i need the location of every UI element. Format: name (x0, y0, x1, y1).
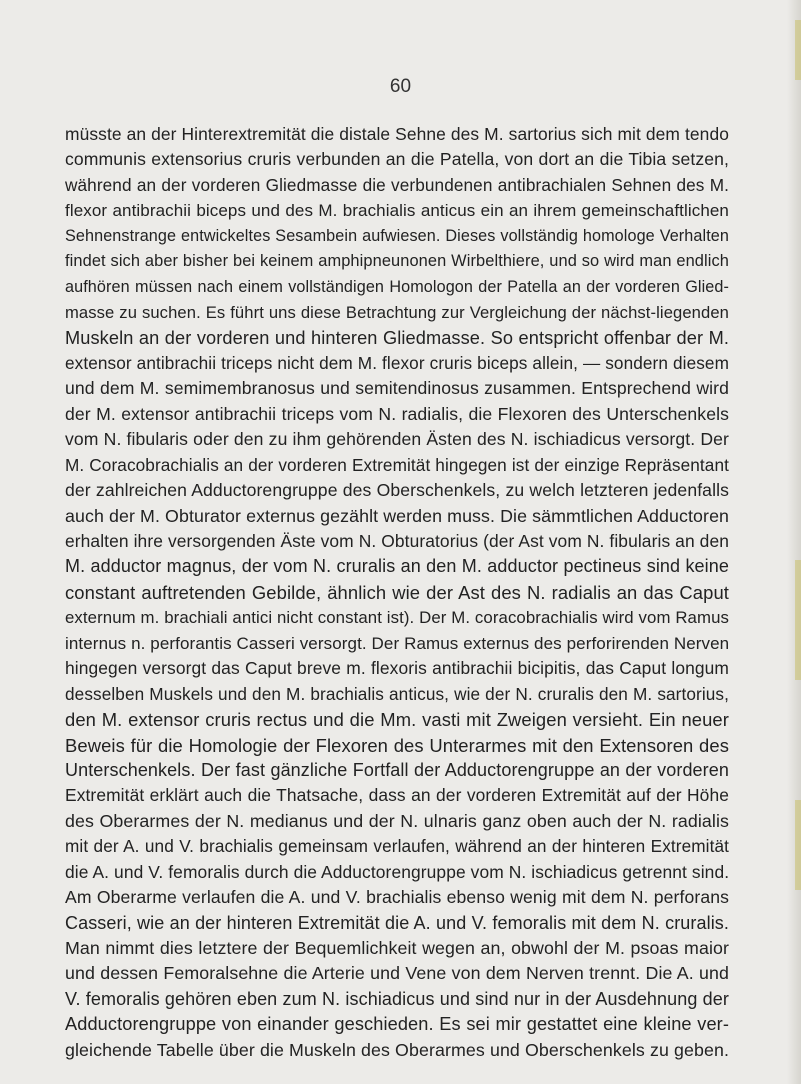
text-line: vom N. fibularis oder den zu ihm gehörenden Ästen des N. ischiadicus versorgt. Der (65, 429, 729, 450)
text-line: Man nimmt dies letztere der Bequemlichkeit wegen an, obwohl der M. psoas maior (65, 938, 729, 958)
text-line: extensor antibrachii triceps nicht dem M. flexor cruris biceps allein, — sondern diesem (65, 352, 729, 373)
text-line: Adductorengruppe von einander geschieden. Es sei mir gestattet eine kleine ver- (65, 1014, 729, 1035)
text-line: flexor antibrachii biceps und des M. brachialis anticus ein an ihrem gemeinschaftlichen (65, 201, 729, 221)
body-text (65, 122, 729, 1063)
text-line: den M. extensor cruris rectus und die Mm. vasti mit Zweigen versieht. Ein neuer (65, 709, 729, 731)
text-line: internus n. perforantis Casseri versorgt. Der Ramus externus des perforirenden Nerven (65, 633, 730, 653)
page-edge-shadow (787, 0, 801, 1084)
text-line: M. adductor magnus, der vom N. cruralis an den M. adductor pectineus sind keine (65, 556, 729, 577)
text-line: Unterschenkels. Der fast gänzliche Fortfall der Adductorengruppe an der vorderen (65, 759, 729, 780)
text-line: Sehnenstrange entwickeltes Sesambein aufwiesen. Dieses vollständig homologe Verhalten (65, 226, 729, 245)
text-line: und dessen Femoralsehne die Arterie und Vene von dem Nerven trennt. Die A. und (65, 963, 729, 984)
text-line: des Oberarmes der N. medianus und der N. ulnaris ganz oben auch der N. radialis (65, 810, 729, 831)
text-line: Casseri, wie an der hinteren Extremität die A. und V. femoralis mit dem N. cruralis. (65, 912, 729, 933)
text-line: Extremität erklärt auch die Thatsache, dass an der vorderen Extremität auf der Höhe (65, 785, 729, 806)
text-line: Muskeln an der vorderen und hinteren Gliedmasse. So entspricht offenbar der M. (65, 327, 729, 348)
text-line: der M. extensor antibrachii triceps vom N. radialis, die Flexoren des Unterschenkels (65, 403, 729, 424)
text-line: die A. und V. femoralis durch die Adductorengruppe vom N. ischiadicus getrennt sind. (65, 861, 730, 882)
text-line: gleichende Tabelle über die Muskeln des Oberarmes und Oberschenkels zu geben. (65, 1039, 729, 1060)
text-line: constant auftretenden Gebilde, ähnlich wie der Ast des N. radialis an das Caput (65, 581, 729, 603)
text-line: aufhören müssen nach einem vollständigen Homologon der Patella an der vorderen Glied- (65, 277, 729, 296)
text-line: Beweis für die Homologie der Flexoren des Unterarmes mit den Extensoren des (65, 734, 729, 756)
text-line: V. femoralis gehören eben zum N. ischiadicus und sind nur in der Ausdehnung der (65, 988, 729, 1009)
text-line: erhalten ihre versorgenden Äste vom N. Obturatorius (der Ast vom N. fibularis an den (65, 531, 729, 551)
text-line: und dem M. semimembranosus und semitendinosus zusammen. Entsprechend wird (65, 378, 729, 399)
page-edge-stain (795, 560, 801, 680)
text-line: auch der M. Obturator externus gezählt werden muss. Die sämmtlichen Adductoren (65, 505, 730, 526)
text-line: Am Oberarme verlaufen die A. und V. brachialis ebenso wenig mit dem N. perforans (65, 887, 729, 908)
text-line: der zahlreichen Adductorengruppe des Oberschenkels, zu welch letzteren jedenfalls (65, 480, 729, 501)
text-line: communis extensorius cruris verbunden an die Patella, von dort an die Tibia setzen, (65, 149, 729, 170)
text-line: hingegen versorgt das Caput breve m. flexoris antibrachii bicipitis, das Caput longum (65, 658, 729, 679)
text-line: M. Coracobrachialis an der vorderen Extremität hingegen ist der einzige Repräsentant (65, 454, 729, 475)
page-number: 60 (389, 76, 412, 97)
page-edge-stain (795, 20, 801, 80)
text-line: findet sich aber bisher bei keinem amphipneunonen Wirbelthiere, und so wird man endlich (65, 252, 729, 271)
text-line: mit der A. und V. brachialis gemeinsam verlaufen, während an der hinteren Extremität (65, 836, 729, 857)
text-line: externum m. brachiali antici nicht constant ist). Der M. coracobrachialis wird vom Ramus (65, 608, 729, 628)
text-line: während an der vorderen Gliedmasse die verbundenen antibrachialen Sehnen des M. (65, 174, 729, 195)
text-line: müsste an der Hinterextremität die distale Sehne des M. sartorius sich mit dem tendo (65, 124, 729, 144)
page-edge-stain (795, 800, 801, 890)
text-line: desselben Muskels und den M. brachialis anticus, wie der N. cruralis den M. sartorius, (65, 683, 729, 704)
text-line: masse zu suchen. Es führt uns diese Betrachtung zur Vergleichung der nächst-liegenden (65, 303, 729, 323)
